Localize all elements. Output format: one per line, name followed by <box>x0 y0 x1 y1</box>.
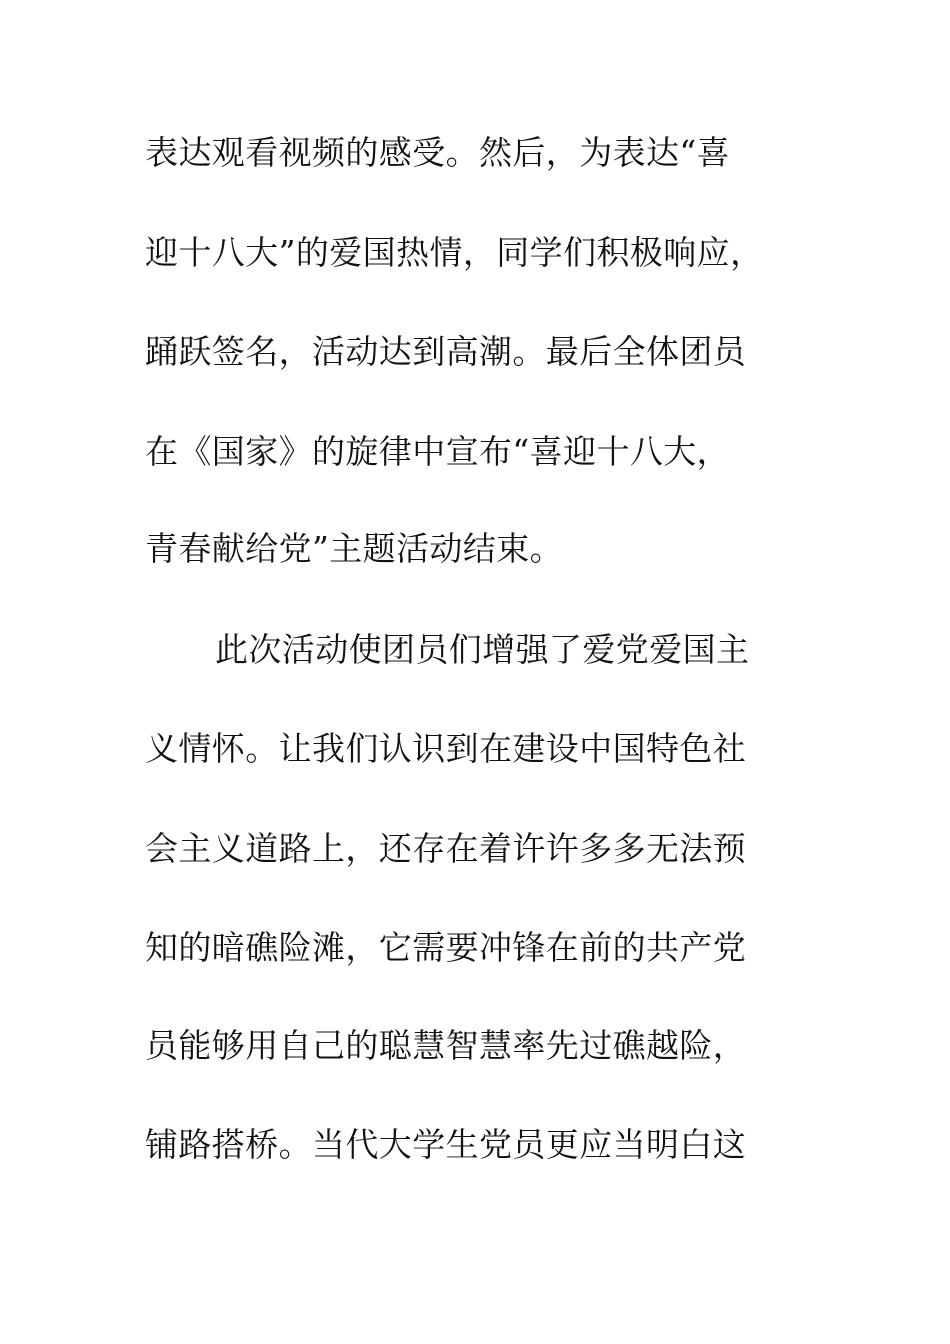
paragraph-line: 知的暗礁险滩，它需要冲锋在前的共产党 <box>145 928 747 967</box>
paragraph-line: 会主义道路上，还存在着许许多多无法预 <box>145 829 747 868</box>
paragraph-line: 铺路搭桥。当代大学生党员更应当明白这 <box>145 1125 747 1164</box>
paragraph-line: 此次活动使团员们增强了爱党爱国主 <box>215 630 750 669</box>
paragraph-line: 青春献给党”主题活动结束。 <box>145 529 564 568</box>
paragraph-line: 义情怀。让我们认识到在建设中国特色社 <box>145 729 747 768</box>
paragraph-line: 表达观看视频的感受。然后，为表达“喜 <box>145 133 731 172</box>
paragraph-line: 踊跃签名，活动达到高潮。最后全体团员 <box>145 332 747 371</box>
paragraph-line: 员能够用自己的聪慧智慧率先过礁越险， <box>145 1026 747 1065</box>
paragraph-line: 在《国家》的旋律中宣布“喜迎十八大， <box>145 432 731 471</box>
paragraph-line: 迎十八大”的爱国热情，同学们积极响应， <box>145 233 764 272</box>
